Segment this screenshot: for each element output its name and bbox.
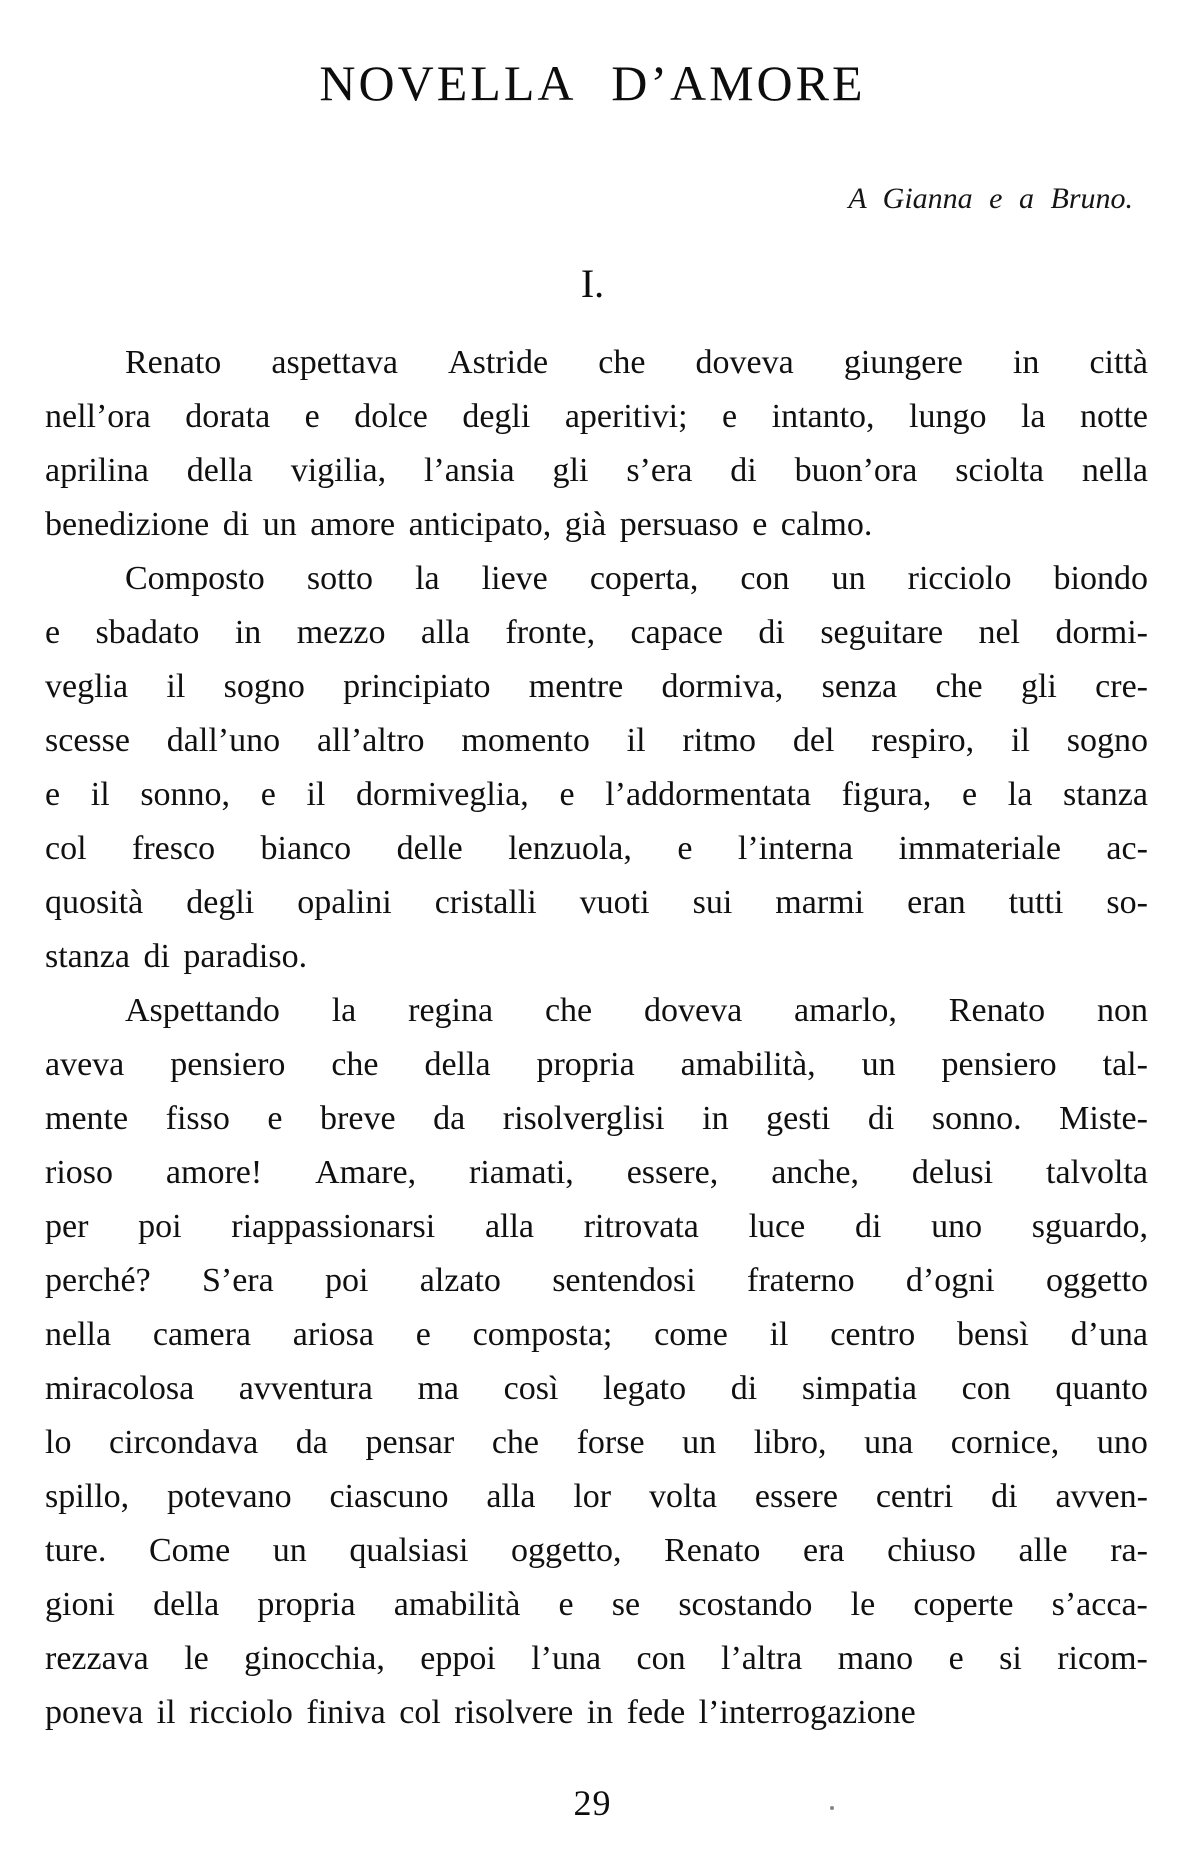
page-title: NOVELLA D’AMORE: [319, 54, 866, 111]
word: le: [850, 1586, 876, 1623]
text-line: benedizione di un amore anticipato, già persuaso e calmo.: [45, 506, 873, 543]
word: avventura: [238, 1370, 373, 1407]
word: Astride: [448, 344, 549, 381]
word: circondava: [109, 1424, 259, 1461]
word: simpatia: [801, 1370, 918, 1407]
word: quanto: [1055, 1370, 1148, 1407]
text-line: poneva il ricciolo finiva col risolvere in fede l’interrogazione: [45, 1694, 916, 1731]
word: riappassionarsi: [231, 1208, 436, 1245]
word: che: [598, 344, 646, 381]
word: libro,: [753, 1424, 827, 1461]
word: e: [962, 776, 978, 813]
word: spillo,: [45, 1478, 130, 1515]
word: da: [433, 1100, 466, 1137]
word: tutti: [1008, 884, 1064, 921]
word: miracolosa: [45, 1370, 195, 1407]
word: il: [769, 1316, 789, 1353]
word: degli: [462, 398, 531, 435]
word: biondo: [1053, 560, 1148, 597]
word: bianco: [260, 830, 352, 867]
word: da: [295, 1424, 328, 1461]
word: non: [1096, 992, 1148, 1029]
word: momento: [461, 722, 590, 759]
text-line: [45, 1416, 1148, 1470]
word: sguardo,: [1031, 1208, 1148, 1245]
word: dolce: [354, 398, 428, 435]
word: doveva: [643, 992, 743, 1029]
word: la: [331, 992, 357, 1029]
word: la: [1007, 776, 1033, 813]
word: capace: [630, 614, 723, 651]
word: s’era: [626, 452, 693, 489]
word: seguitare: [820, 614, 944, 651]
text-line: [45, 606, 1148, 660]
word: essere: [754, 1478, 838, 1515]
word: fronte,: [505, 614, 596, 651]
word: d’ogni: [905, 1262, 995, 1299]
word: regina: [408, 992, 494, 1029]
text-line: [45, 714, 1148, 768]
word: immateriale: [898, 830, 1061, 867]
word: nell’ora: [45, 398, 151, 435]
word: e: [45, 614, 61, 651]
word: sogno: [1066, 722, 1148, 759]
word: aperitivi;: [564, 398, 688, 435]
word: quosità: [45, 884, 144, 921]
word: rezzava: [45, 1640, 149, 1677]
word: di: [730, 452, 757, 489]
word: alla: [486, 1478, 536, 1515]
word: Renato: [664, 1532, 761, 1569]
word: centri: [875, 1478, 954, 1515]
text-line: [45, 768, 1148, 822]
word: e: [677, 830, 693, 867]
word: il: [1011, 722, 1030, 759]
word: col: [45, 830, 87, 867]
word: S’era: [201, 1262, 274, 1299]
word: ariosa: [292, 1316, 374, 1353]
word: che: [935, 668, 983, 705]
word: aspettava: [271, 344, 398, 381]
word: scostando: [678, 1586, 813, 1623]
word: si: [999, 1640, 1022, 1677]
word: se: [611, 1586, 641, 1623]
word: Come: [148, 1532, 231, 1569]
word: e: [558, 1586, 574, 1623]
word: con: [961, 1370, 1011, 1407]
word: essere,: [626, 1154, 719, 1191]
text-line: [45, 822, 1148, 876]
word: eppoi: [420, 1640, 496, 1677]
word: camera: [152, 1316, 251, 1353]
word: risolverglisi: [502, 1100, 665, 1137]
word: amarlo,: [794, 992, 897, 1029]
word: fresco: [132, 830, 216, 867]
text-line: stanza di paradiso.: [45, 938, 308, 975]
word: dall’uno: [166, 722, 281, 759]
word: giungere: [843, 344, 963, 381]
word: vigilia,: [290, 452, 387, 489]
word: lieve: [481, 560, 548, 597]
word: notte: [1080, 398, 1148, 435]
word: perché?: [45, 1262, 151, 1299]
word: Aspettando: [125, 992, 280, 1029]
word: un: [272, 1532, 307, 1569]
word: la: [415, 560, 440, 597]
text-line: [45, 1308, 1148, 1362]
word: l’ansia: [423, 452, 515, 489]
word: riamati,: [469, 1154, 574, 1191]
word: lungo: [909, 398, 987, 435]
word: stanza: [1062, 776, 1148, 813]
word: dormi-: [1055, 614, 1148, 651]
word: le: [184, 1640, 209, 1677]
word: in: [1012, 344, 1040, 381]
word: talvolta: [1046, 1154, 1148, 1191]
word: mente: [45, 1100, 129, 1137]
word: nel: [978, 614, 1021, 651]
word: chiuso: [887, 1532, 976, 1569]
word: Composto: [125, 560, 265, 597]
word: ricciolo: [907, 560, 1012, 597]
word: ritmo: [682, 722, 757, 759]
word: Amare,: [315, 1154, 417, 1191]
word: lor: [573, 1478, 612, 1515]
word: della: [153, 1586, 220, 1623]
text-line: [45, 1578, 1148, 1632]
section-number: I.: [580, 261, 605, 306]
word: un: [831, 560, 866, 597]
word: dorata: [185, 398, 271, 435]
word: vuoti: [579, 884, 650, 921]
word: in: [234, 614, 262, 651]
word: di: [867, 1100, 895, 1137]
page-number: 29: [573, 1783, 612, 1823]
word: intanto,: [771, 398, 875, 435]
word: gli: [552, 452, 589, 489]
word: amabilità,: [680, 1046, 816, 1083]
word: città: [1089, 344, 1148, 381]
word: alla: [484, 1208, 535, 1245]
word: l’interna: [737, 830, 854, 867]
word: in: [702, 1100, 729, 1137]
word: scesse: [45, 722, 130, 759]
text-line: [45, 1200, 1148, 1254]
word: ra-: [1110, 1532, 1148, 1569]
word: così: [503, 1370, 559, 1407]
word: sonno,: [140, 776, 231, 813]
word: veglia: [45, 668, 129, 705]
word: cre-: [1095, 668, 1148, 705]
scan-speck: [830, 1806, 834, 1810]
word: cristalli: [434, 884, 537, 921]
word: aveva: [45, 1046, 125, 1083]
word: sbadato: [95, 614, 200, 651]
word: delusi: [911, 1154, 994, 1191]
word: respiro,: [871, 722, 975, 759]
word: il: [166, 668, 186, 705]
word: un: [861, 1046, 896, 1083]
word: pensar: [365, 1424, 455, 1461]
word: ricom-: [1057, 1640, 1148, 1677]
word: il: [90, 776, 110, 813]
word: ture.: [45, 1532, 107, 1569]
text-line: [45, 1524, 1148, 1578]
word: alle: [1018, 1532, 1068, 1569]
word: sogno: [223, 668, 305, 705]
word: uno: [931, 1208, 983, 1245]
word: sotto: [306, 560, 373, 597]
word: coperte: [913, 1586, 1014, 1623]
word: e: [559, 776, 575, 813]
word: propria: [536, 1046, 635, 1083]
word: di: [730, 1370, 758, 1407]
word: uno: [1096, 1424, 1148, 1461]
word: alla: [420, 614, 470, 651]
word: sentendosi: [552, 1262, 696, 1299]
word: il: [626, 722, 646, 759]
text-line: [45, 336, 1148, 390]
word: legato: [603, 1370, 687, 1407]
word: e: [415, 1316, 431, 1353]
word: rioso: [45, 1154, 113, 1191]
text-line: [45, 1632, 1148, 1686]
word: della: [186, 452, 253, 489]
word: principiato: [343, 668, 491, 705]
word: sciolta: [955, 452, 1045, 489]
word: mano: [837, 1640, 914, 1677]
word: l’altra: [721, 1640, 803, 1677]
text-line: [45, 984, 1148, 1038]
word: oggetto,: [511, 1532, 622, 1569]
word: so-: [1106, 884, 1148, 921]
word: ritrovata: [583, 1208, 699, 1245]
word: pensiero: [170, 1046, 286, 1083]
word: che: [491, 1424, 539, 1461]
paragraph: [45, 552, 1148, 984]
word: degli: [186, 884, 255, 921]
paragraph: [45, 336, 1148, 552]
word: nella: [1081, 452, 1148, 489]
word: sonno.: [931, 1100, 1022, 1137]
word: lo: [45, 1424, 72, 1461]
word: eran: [907, 884, 966, 921]
word: aprilina: [45, 452, 149, 489]
text-line: [45, 552, 1148, 606]
word: volta: [648, 1478, 717, 1515]
word: fraterno: [747, 1262, 855, 1299]
word: tal-: [1102, 1046, 1148, 1083]
word: era: [803, 1532, 845, 1569]
word: ma: [417, 1370, 460, 1407]
word: marmi: [775, 884, 865, 921]
text-line: [45, 444, 1148, 498]
word: amore!: [165, 1154, 263, 1191]
word: che: [331, 1046, 379, 1083]
word: per: [45, 1208, 89, 1245]
word: luce: [748, 1208, 806, 1245]
text-line: [45, 1362, 1148, 1416]
word: di: [991, 1478, 1018, 1515]
word: bensì: [957, 1316, 1029, 1353]
word: e: [267, 1100, 283, 1137]
dedication-text: A Gianna e a Bruno.: [848, 182, 1133, 215]
word: opalini: [297, 884, 392, 921]
word: s’acca-: [1051, 1586, 1148, 1623]
word: sui: [692, 884, 733, 921]
word: fisso: [165, 1100, 230, 1137]
word: forse: [576, 1424, 645, 1461]
word: gioni: [45, 1586, 115, 1623]
body-text: [45, 336, 1148, 1740]
word: del: [792, 722, 835, 759]
text-line: [45, 1038, 1148, 1092]
word: d’una: [1070, 1316, 1148, 1353]
word: e: [304, 398, 320, 435]
word: e: [948, 1640, 964, 1677]
word: doveva: [695, 344, 794, 381]
word: Renato: [948, 992, 1046, 1029]
word: lenzuola,: [508, 830, 632, 867]
text-line: [45, 1092, 1148, 1146]
word: gli: [1020, 668, 1057, 705]
text-line: [45, 1470, 1148, 1524]
word: l’addormentata: [605, 776, 812, 813]
word: senza: [821, 668, 898, 705]
text-line: [45, 390, 1148, 444]
text-line: [45, 660, 1148, 714]
word: di: [854, 1208, 882, 1245]
word: poi: [325, 1262, 369, 1299]
word: un: [682, 1424, 717, 1461]
word: dormiva,: [661, 668, 784, 705]
word: mentre: [528, 668, 624, 705]
word: il: [306, 776, 326, 813]
paragraph: [45, 984, 1148, 1740]
word: la: [1020, 398, 1046, 435]
word: all’altro: [316, 722, 425, 759]
word: gesti: [766, 1100, 831, 1137]
text-line: [45, 1254, 1148, 1308]
word: breve: [320, 1100, 396, 1137]
word: poi: [138, 1208, 182, 1245]
word: coperta,: [589, 560, 699, 597]
word: centro: [830, 1316, 916, 1353]
word: delle: [396, 830, 463, 867]
word: alzato: [419, 1262, 501, 1299]
word: come: [654, 1316, 728, 1353]
word: e: [45, 776, 61, 813]
text-line: [45, 876, 1148, 930]
word: della: [424, 1046, 491, 1083]
word: Renato: [125, 344, 222, 381]
word: cornice,: [950, 1424, 1060, 1461]
word: qualsiasi: [349, 1532, 469, 1569]
word: anche,: [771, 1154, 859, 1191]
word: l’una: [531, 1640, 602, 1677]
word: dormiveglia,: [356, 776, 529, 813]
word: una: [864, 1424, 914, 1461]
word: figura,: [841, 776, 932, 813]
word: buon’ora: [794, 452, 918, 489]
word: composta;: [472, 1316, 613, 1353]
word: potevano: [166, 1478, 292, 1515]
word: e: [260, 776, 276, 813]
text-line: [45, 1146, 1148, 1200]
word: propria: [257, 1586, 356, 1623]
word: pensiero: [941, 1046, 1057, 1083]
word: con: [740, 560, 790, 597]
word: ciascuno: [329, 1478, 449, 1515]
word: con: [636, 1640, 686, 1677]
word: ginocchia,: [244, 1640, 385, 1677]
word: avven-: [1055, 1478, 1148, 1515]
word: amabilità: [393, 1586, 521, 1623]
word: nella: [45, 1316, 112, 1353]
word: mezzo: [296, 614, 386, 651]
word: di: [758, 614, 785, 651]
word: oggetto: [1045, 1262, 1148, 1299]
word: che: [544, 992, 593, 1029]
word: ac-: [1106, 830, 1148, 867]
word: Miste-: [1059, 1100, 1148, 1137]
word: e: [722, 398, 738, 435]
